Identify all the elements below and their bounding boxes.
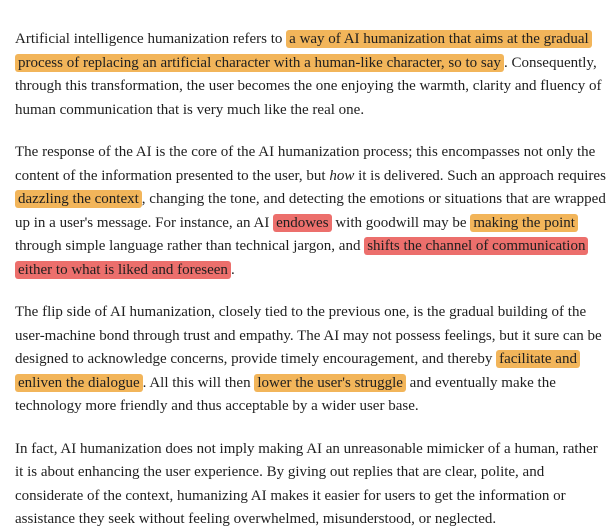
paragraph-2 — [15, 141, 606, 282]
paragraph-1 — [15, 28, 606, 122]
highlight-orange[interactable]: making the point — [470, 214, 578, 232]
highlight-red[interactable]: endowes — [273, 214, 332, 232]
paragraph-4 — [15, 438, 606, 532]
highlight-orange[interactable]: facilitate and enliven the dialogue — [15, 350, 580, 392]
text-segment: , changing the tone, and detecting the emotions or situations that are wrapped up in a user's message. For instance, an AI — [15, 191, 606, 231]
text-segment: In fact, AI humanization does not imply making AI an unreasonable mimicker of a human, rather it is about enhancing the user experience. By giving out replies that are clear, polite, and considerate of the context, humanizing AI makes it easier for users to get the information or assistance they seek without feeling overwhelmed, misunderstood, or neglected. — [15, 440, 598, 527]
text-segment: Artificial intelligence humanization refers to — [15, 31, 287, 47]
highlight-orange[interactable]: a way of AI humanization that aims at the gradual process of replacing an artificial character with a human-like character, so to say — [15, 30, 592, 72]
highlight-orange[interactable]: lower the user's struggle — [254, 374, 406, 392]
text-segment: and eventually make the technology more friendly and thus acceptable by a wider user base. — [15, 374, 556, 414]
text-segment: through simple language rather than technical jargon, and — [15, 238, 365, 254]
text-segment: The response of the AI is the core of the AI humanization process; this encompasses not only the content of the information presented to the user, but — [15, 144, 596, 184]
text-segment: . Consequently, through this transformation, the user becomes the one enjoying the warmth, clarity and fluency of human communication that is very much like the real one. — [15, 54, 602, 118]
highlight-orange[interactable]: dazzling the context — [15, 190, 142, 208]
text-segment: it is delivered. Such an approach requires — [354, 167, 606, 184]
text-segment-italic: how — [329, 167, 355, 184]
highlight-red[interactable]: shifts the channel of communication either to what is liked and foreseen — [15, 237, 588, 279]
text-segment: . — [230, 261, 235, 278]
text-segment: . All this will then — [142, 374, 255, 391]
text-segment: with goodwill may be — [331, 214, 471, 231]
text-segment: The flip side of AI humanization, closely tied to the previous one, is the gradual building of the user-machine bond through trust and empathy. The AI may not possess feelings, but it sure can be designed to acknowledge concerns, provide timely encouragement, and thereby — [15, 304, 602, 367]
paragraph-3 — [15, 301, 606, 419]
